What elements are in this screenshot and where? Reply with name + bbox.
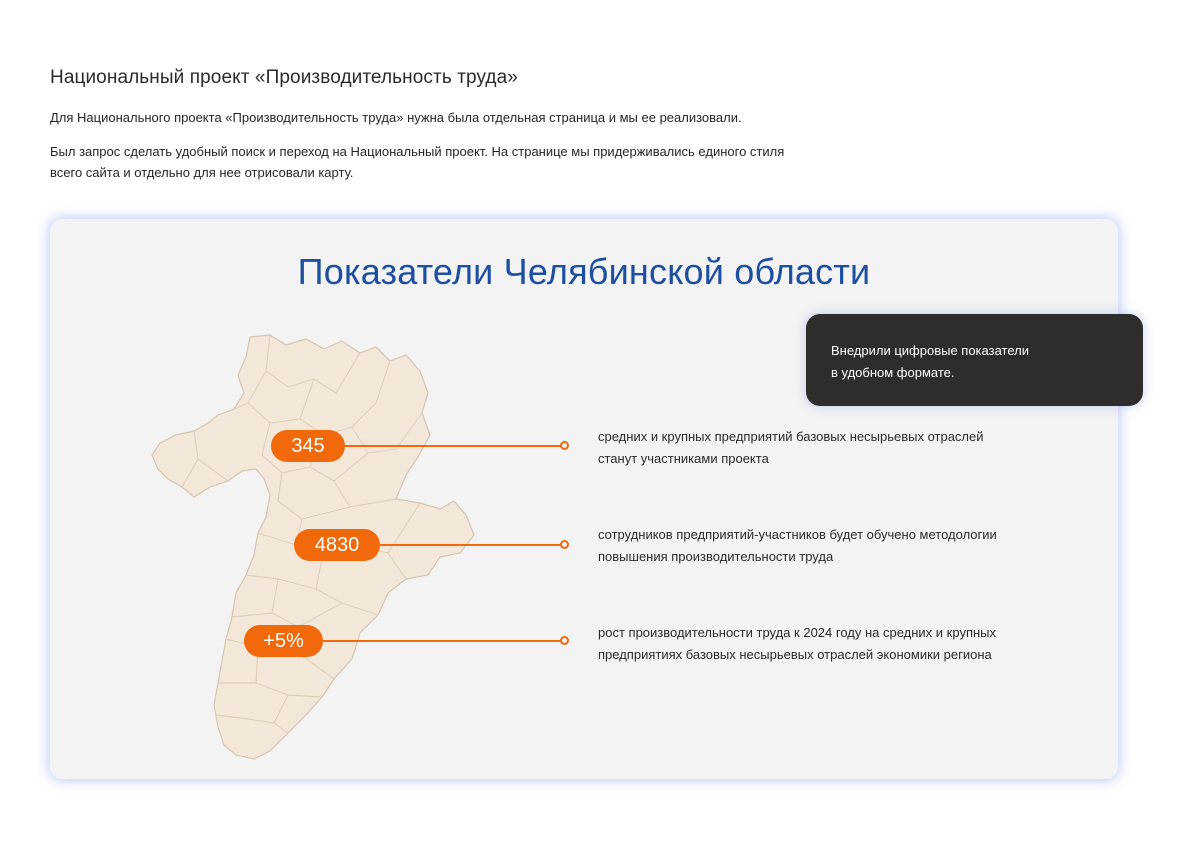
stat-description-productivity bbox=[598, 622, 1058, 666]
stat-desc-line: сотрудников предприятий-участников будет обучено методологии bbox=[598, 527, 997, 542]
stat-desc-line: рост производительности труда к 2024 году на средних и крупных bbox=[598, 625, 997, 640]
stat-connector-dot bbox=[560, 540, 569, 549]
intro-paragraph: Для Национального проекта «Производительность труда» нужна была отдельная страница и мы ее реализовали. bbox=[50, 110, 742, 125]
stat-connector-line bbox=[345, 445, 561, 447]
annotation-tooltip bbox=[806, 314, 1143, 406]
stat-description-employees bbox=[598, 524, 1058, 568]
stat-description-enterprises bbox=[598, 426, 1058, 470]
stat-badge-enterprises: 345 bbox=[271, 430, 345, 462]
tooltip-line: в удобном формате. bbox=[831, 365, 955, 380]
stat-badge-productivity: +5% bbox=[244, 625, 323, 657]
stat-desc-line: повышения производительности труда bbox=[598, 549, 834, 564]
stat-desc-line: станут участниками проекта bbox=[598, 451, 769, 466]
tooltip-line: Внедрили цифровые показатели bbox=[831, 343, 1029, 358]
stat-desc-line: предприятиях базовых несырьевых отраслей экономики региона bbox=[598, 647, 992, 662]
stat-desc-line: средних и крупных предприятий базовых несырьевых отраслей bbox=[598, 429, 984, 444]
stat-connector-line bbox=[380, 544, 561, 546]
indicators-card bbox=[50, 219, 1118, 779]
stat-connector-dot bbox=[560, 636, 569, 645]
request-paragraph: Был запрос сделать удобный поиск и переход на Национальный проект. На странице мы придерживались единого стиля всего сайта и отдельно для нее отрисовали карту. bbox=[50, 144, 785, 180]
stat-connector-dot bbox=[560, 441, 569, 450]
page-heading: Национальный проект «Производительность труда» bbox=[50, 67, 518, 88]
card-title: Показатели Челябинской области bbox=[297, 251, 871, 292]
stat-badge-employees: 4830 bbox=[294, 529, 380, 561]
stat-connector-line bbox=[323, 640, 561, 642]
